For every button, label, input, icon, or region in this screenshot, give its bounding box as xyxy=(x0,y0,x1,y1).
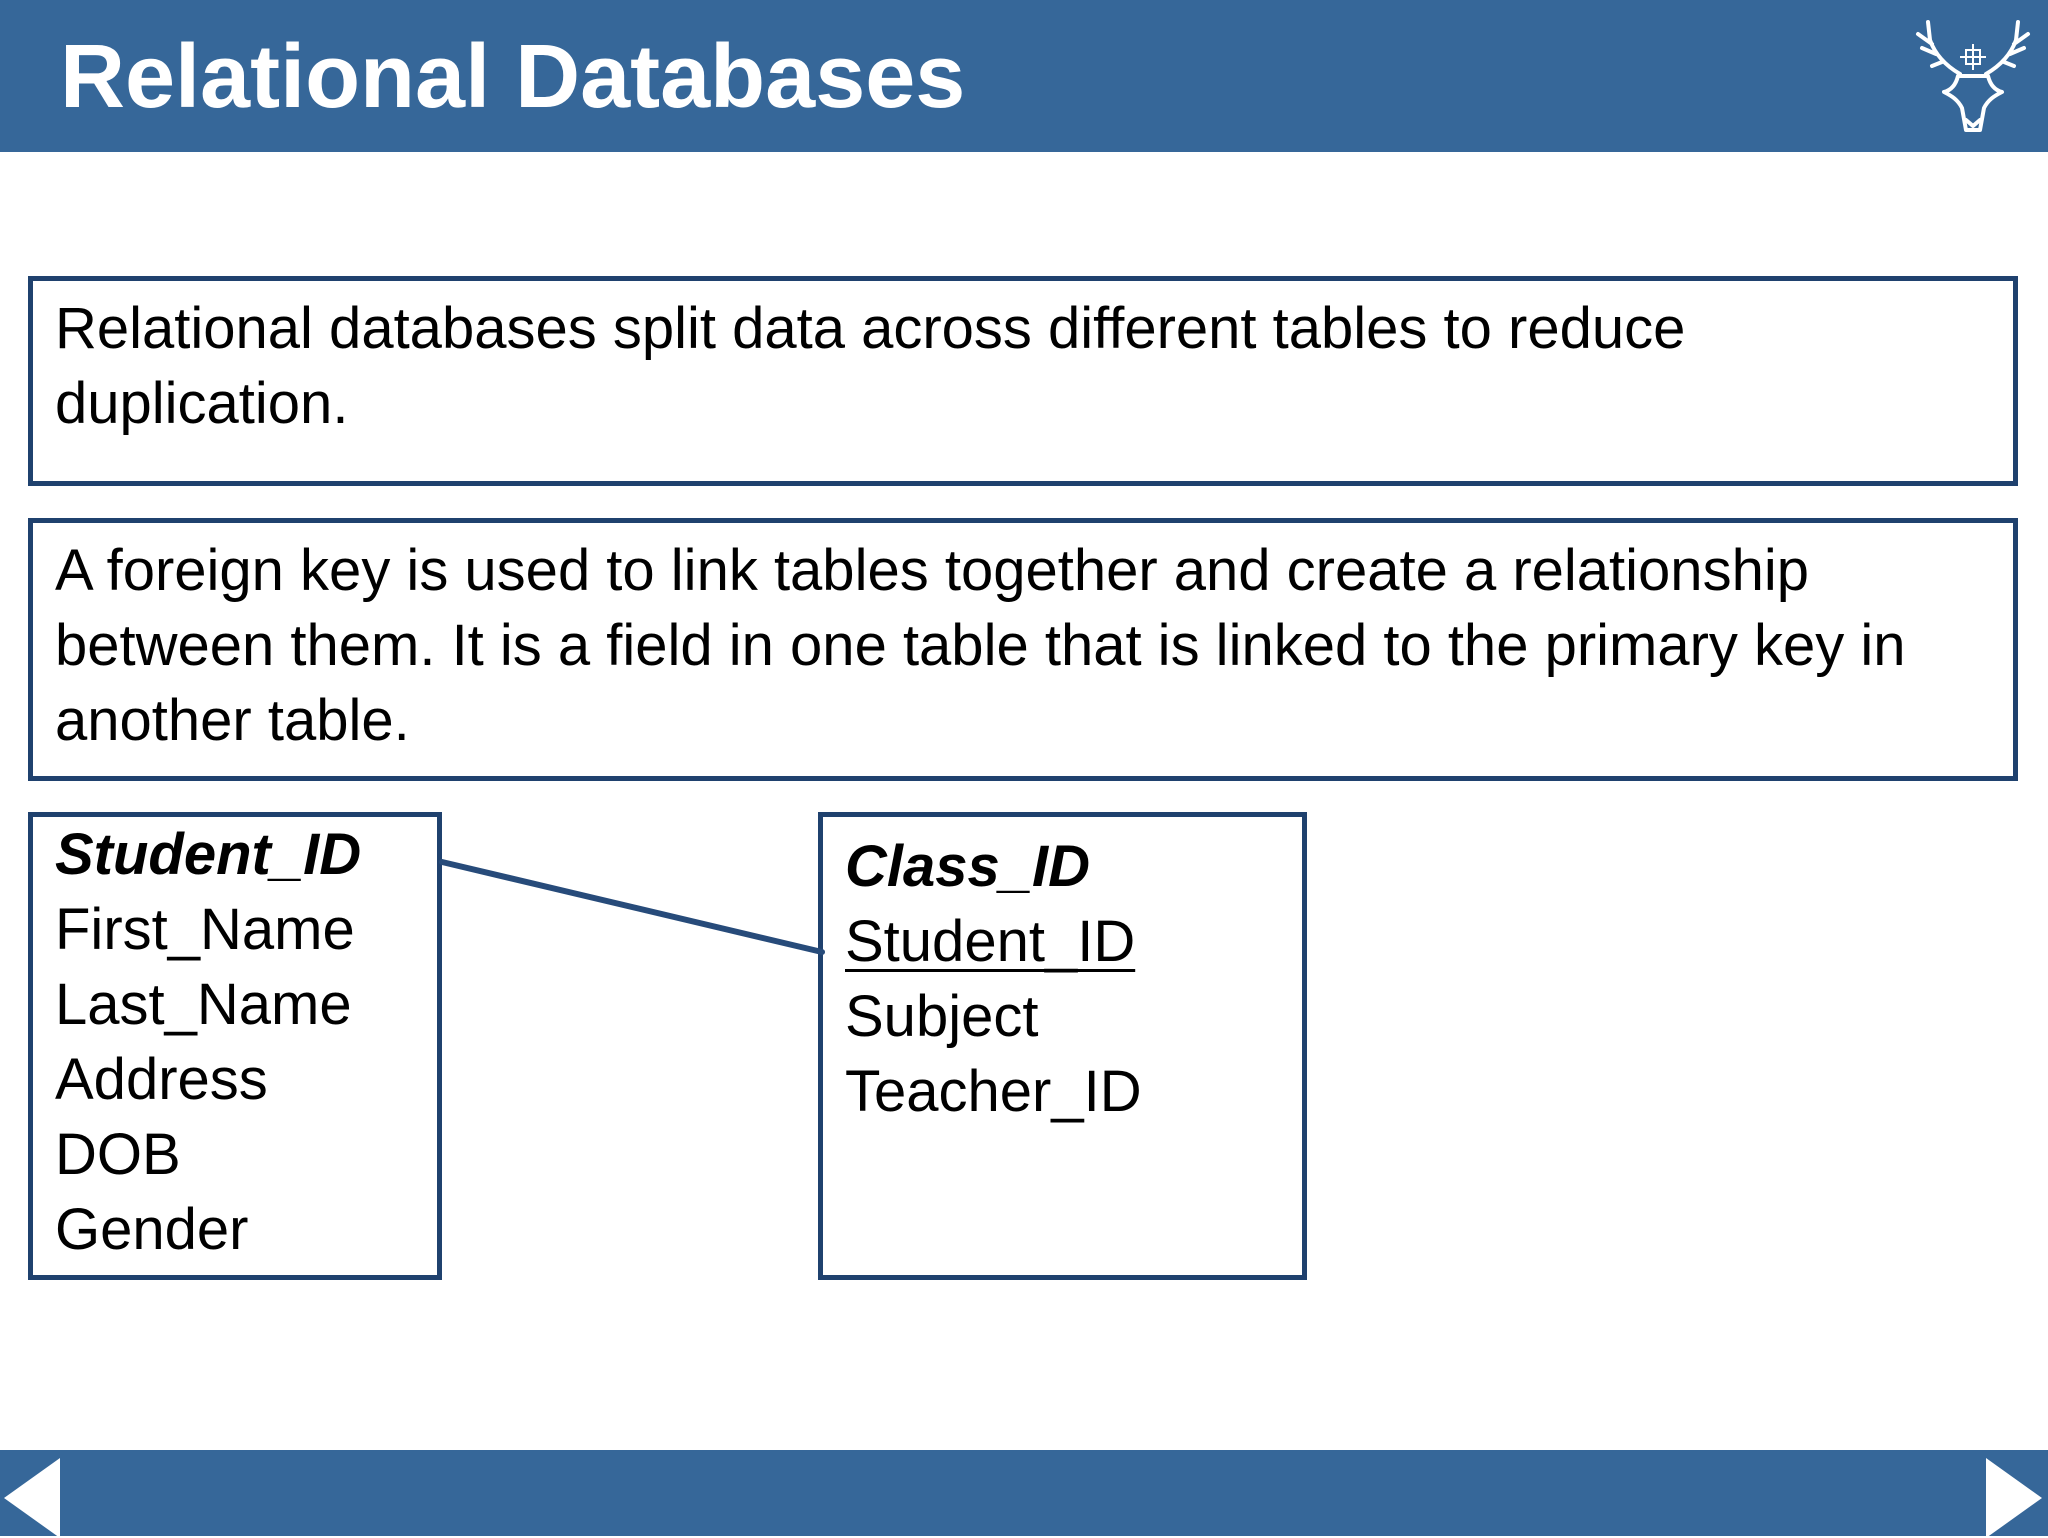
student-table xyxy=(28,812,442,1280)
foreign-key-text: A foreign key is used to link tables together and create a relationship between them. It is a field in one table that is linked to the primary key in another table. xyxy=(55,538,1906,753)
class-field: Teacher_ID xyxy=(845,1059,1142,1124)
foreign-key-box xyxy=(28,518,2018,781)
student-field: First_Name xyxy=(55,897,355,962)
student-field: Last_Name xyxy=(55,972,352,1037)
student-field: DOB xyxy=(55,1122,181,1187)
student-field: Address xyxy=(55,1047,268,1112)
student-primary-key: Student_ID xyxy=(55,822,362,887)
class-field: Subject xyxy=(845,984,1039,1049)
definition-box xyxy=(28,276,2018,486)
class-table xyxy=(818,812,1307,1280)
definition-text: Relational databases split data across different tables to reduce duplication. xyxy=(55,296,1686,436)
student-field: Gender xyxy=(55,1197,249,1262)
header-bar xyxy=(0,0,2048,152)
class-foreign-key: Student_ID xyxy=(845,909,1136,974)
triangle-right-icon[interactable] xyxy=(1986,1458,2042,1538)
triangle-left-icon[interactable] xyxy=(4,1458,60,1538)
class-primary-key: Class_ID xyxy=(845,834,1091,899)
footer-bar xyxy=(0,1450,2048,1536)
page-title: Relational Databases xyxy=(60,27,966,127)
stag-head-icon xyxy=(1908,12,2038,142)
